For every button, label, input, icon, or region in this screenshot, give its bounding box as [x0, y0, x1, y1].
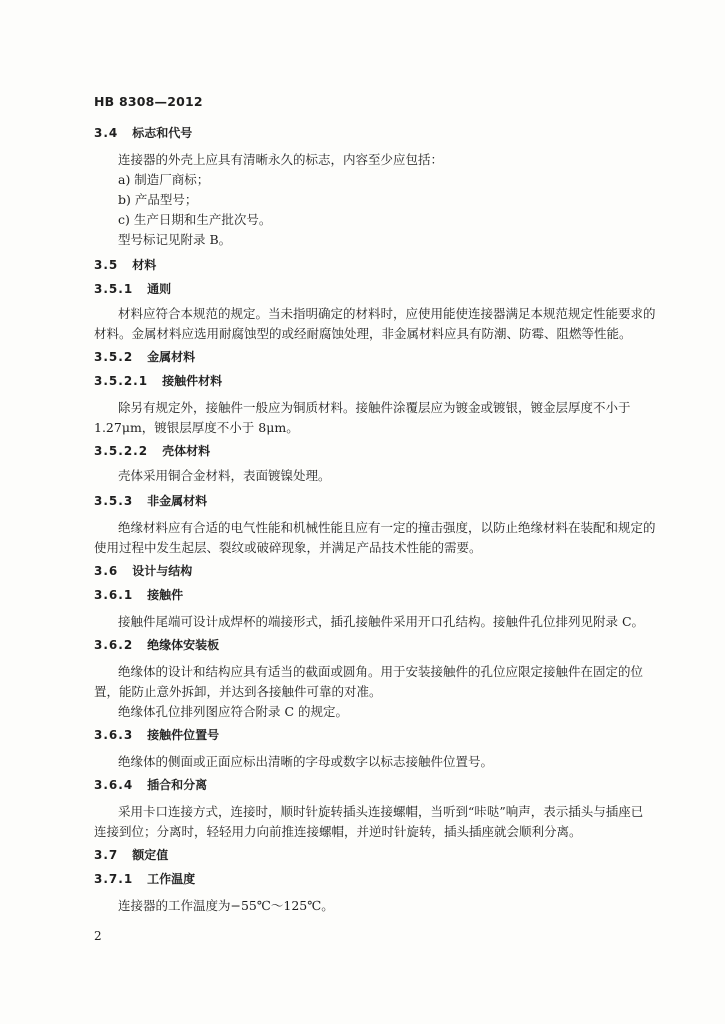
list-item: c) 生产日期和生产批次号。 [118, 212, 272, 227]
section-title: 金属材料 [147, 350, 196, 364]
section-3-6-4-heading [94, 776, 207, 793]
section-3-5-3-heading [94, 492, 207, 509]
section-3-6-heading [94, 562, 192, 579]
list-item: b) 产品型号； [118, 192, 198, 207]
section-3-6-2-heading [94, 636, 219, 653]
section-title: 标志和代号 [132, 126, 193, 140]
section-number: 3.5.2.1 [94, 374, 149, 388]
paragraph-line: 材料。金属材料应选用耐腐蚀型的或经耐腐蚀处理，非金属材料应具有防潮、防霉、阻燃等性能。 [94, 326, 632, 341]
paragraph-line: 置，能防止意外拆卸，并达到各接触件可靠的对准。 [94, 684, 382, 699]
section-3-5-2-2-heading [94, 442, 210, 459]
section-title: 插合和分离 [147, 778, 208, 792]
section-number: 3.6.1 [94, 588, 134, 602]
section-3-5-1-heading [94, 280, 171, 297]
section-3-5-2-heading [94, 348, 195, 365]
list-item: a) 制造厂商标； [118, 172, 210, 187]
section-title: 非金属材料 [147, 494, 208, 508]
paragraph-line: 采用卡口连接方式，连接时，顺时针旋转插头连接螺帽，当听到“咔哒”响声，表示插头与插座已 [118, 804, 644, 819]
section-title: 壳体材料 [162, 444, 211, 458]
paragraph-line: 除另有规定外，接触件一般应为铜质材料。接触件涂覆层应为镀金或镀银，镀金层厚度不小于 [118, 400, 631, 415]
paragraph-line: 使用过程中发生起层、裂纹或破碎现象，并满足产品技术性能的需要。 [94, 540, 482, 555]
paragraph-line: 接触件尾端可设计成焊杯的端接形式，插孔接触件采用开口孔结构。接触件孔位排列见附录 C。 [118, 614, 645, 629]
section-number: 3.5.2.2 [94, 444, 149, 458]
section-3-4-heading [94, 124, 192, 141]
section-title: 设计与结构 [132, 564, 193, 578]
section-number: 3.7 [94, 848, 119, 862]
section-title: 绝缘体安装板 [147, 638, 220, 652]
section-title: 接触件材料 [162, 374, 223, 388]
paragraph-line: 绝缘体的设计和结构应具有适当的截面或圆角。用于安装接触件的孔位应限定接触件在固定的位 [118, 664, 644, 679]
paragraph-line: 连接到位；分离时，轻轻用力向前推连接螺帽，并逆时针旋转，插头插座就会顺利分离。 [94, 824, 582, 839]
section-number: 3.7.1 [94, 872, 134, 886]
section-3-6-1-heading [94, 586, 183, 603]
section-number: 3.6.4 [94, 778, 134, 792]
paragraph-line: 绝缘体的侧面或正面应标出清晰的字母或数字以标志接触件位置号。 [118, 754, 494, 769]
section-title: 通则 [147, 282, 172, 296]
section-title: 材料 [132, 258, 157, 272]
section-title: 接触件 [147, 588, 184, 602]
document-code-header: HB 8308—2012 [94, 94, 203, 109]
section-number: 3.5.2 [94, 350, 134, 364]
section-number: 3.5.1 [94, 282, 134, 296]
paragraph-line: 绝缘体孔位排列图应符合附录 C 的规定。 [118, 704, 349, 719]
section-3-7-1-heading [94, 870, 195, 887]
paragraph-line: 1.27μm，镀银层厚度不小于 8μm。 [94, 420, 299, 435]
section-title: 额定值 [132, 848, 169, 862]
section-number: 3.5 [94, 258, 119, 272]
section-number: 3.6 [94, 564, 119, 578]
section-3-5-2-1-heading [94, 372, 222, 389]
section-3-5-heading [94, 256, 156, 273]
paragraph-line: 壳体采用铜合金材料，表面镀镍处理。 [118, 468, 331, 483]
paragraph-line: 连接器的工作温度为−55℃～125℃。 [118, 898, 334, 913]
section-title: 工作温度 [147, 872, 196, 886]
section-3-6-3-heading [94, 726, 219, 743]
section-number: 3.6.3 [94, 728, 134, 742]
paragraph-line: 绝缘材料应有合适的电气性能和机械性能且应有一定的撞击强度，以防止绝缘材料在装配和规定的 [118, 520, 656, 535]
paragraph-line: 材料应符合本规范的规定。当未指明确定的材料时，应使用能使连接器满足本规范规定性能要求的 [118, 306, 656, 321]
page-number: 2 [94, 929, 102, 943]
paragraph: 连接器的外壳上应具有清晰永久的标志，内容至少应包括： [118, 152, 444, 167]
section-number: 3.4 [94, 126, 119, 140]
paragraph: 型号标记见附录 B。 [118, 232, 232, 247]
section-title: 接触件位置号 [147, 728, 220, 742]
section-number: 3.5.3 [94, 494, 134, 508]
section-3-7-heading [94, 846, 168, 863]
section-number: 3.6.2 [94, 638, 134, 652]
